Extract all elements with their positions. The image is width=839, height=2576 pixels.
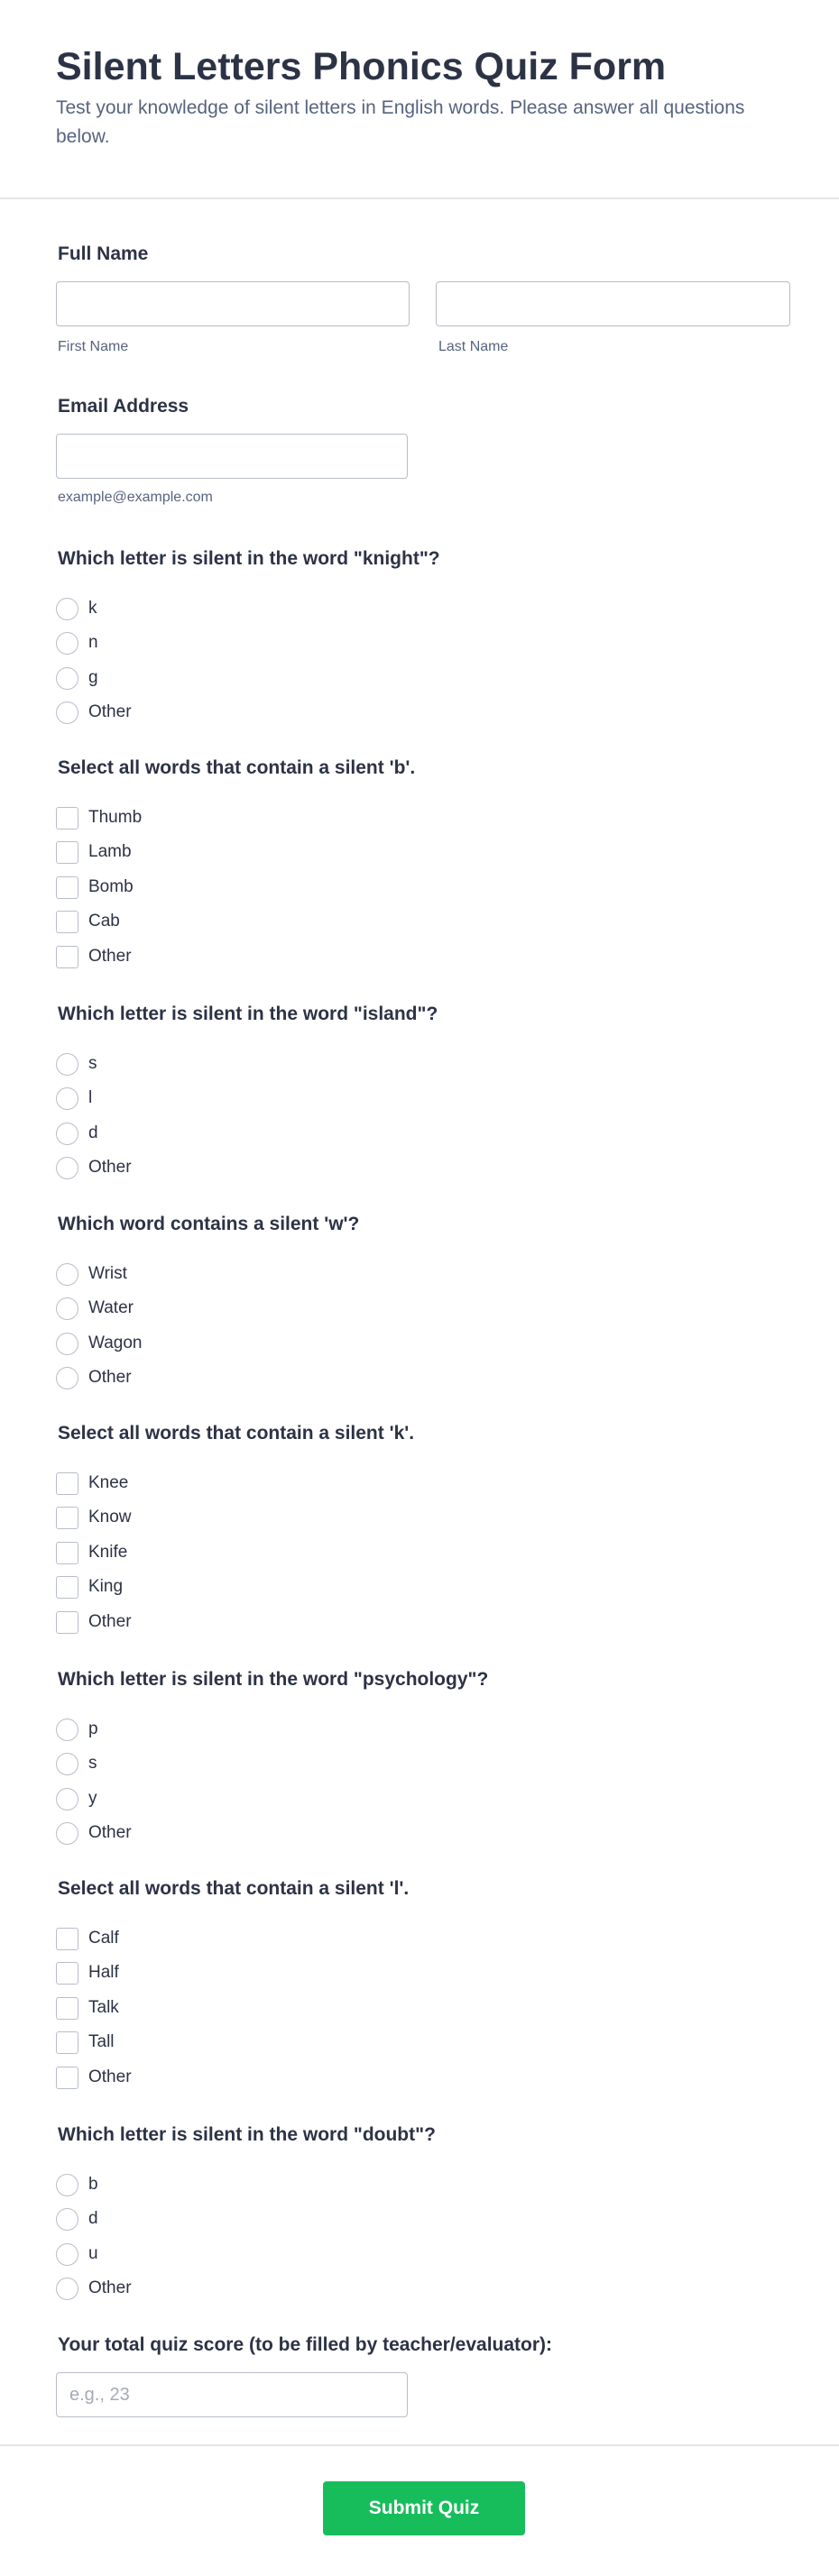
question-2-option[interactable] — [56, 945, 132, 968]
radio-button[interactable] — [56, 598, 78, 620]
radio-button[interactable] — [56, 1123, 78, 1145]
checkbox[interactable] — [56, 1542, 78, 1564]
question-4-option[interactable] — [56, 1262, 127, 1286]
option-label: Talk — [88, 1998, 119, 2017]
last-name-sublabel: Last Name — [438, 339, 509, 354]
question-1-option[interactable] — [56, 597, 97, 620]
email-input[interactable] — [56, 434, 408, 479]
option-label: k — [88, 599, 97, 618]
option-label: Other — [88, 2067, 132, 2086]
last-name-input[interactable] — [436, 281, 790, 326]
option-label: Cab — [88, 912, 120, 930]
full-name-label: Full Name — [58, 243, 149, 264]
question-4-option[interactable] — [56, 1332, 143, 1355]
option-label: Knife — [88, 1543, 128, 1562]
first-name-sublabel: First Name — [58, 339, 129, 354]
checkbox[interactable] — [56, 1997, 78, 2020]
question-7-option[interactable] — [56, 1996, 119, 2020]
option-label: Wagon — [88, 1334, 143, 1352]
checkbox[interactable] — [56, 1928, 78, 1950]
question-8-option[interactable] — [56, 2277, 132, 2300]
question-2-option[interactable] — [56, 840, 132, 864]
question-3-option[interactable] — [56, 1122, 98, 1145]
option-label: y — [88, 1789, 97, 1808]
option-label: Other — [88, 702, 132, 721]
option-label: p — [88, 1719, 98, 1738]
question-4-option[interactable] — [56, 1297, 134, 1320]
question-7-option[interactable] — [56, 1961, 119, 1985]
question-8-option[interactable] — [56, 2242, 98, 2266]
radio-button[interactable] — [56, 667, 78, 690]
checkbox[interactable] — [56, 1576, 78, 1599]
radio-button[interactable] — [56, 1333, 78, 1355]
form-title: Silent Letters Phonics Quiz Form — [56, 45, 667, 88]
question-5-option[interactable] — [56, 1541, 127, 1564]
checkbox[interactable] — [56, 946, 78, 968]
radio-button[interactable] — [56, 2278, 78, 2300]
option-label: u — [88, 2244, 98, 2263]
question-6-option[interactable] — [56, 1787, 97, 1811]
option-label: g — [88, 668, 98, 687]
option-label: Half — [88, 1963, 119, 1982]
question-3-option[interactable] — [56, 1156, 132, 1179]
option-label: Other — [88, 1158, 132, 1177]
option-label: Other — [88, 1368, 132, 1387]
question-7-option[interactable] — [56, 1927, 119, 1950]
question-4-option[interactable] — [56, 1366, 132, 1389]
question-8-label: Which letter is silent in the word "doubt"? — [58, 2124, 436, 2145]
question-2-option[interactable] — [56, 910, 120, 933]
question-6-label: Which letter is silent in the word "psychology"? — [58, 1669, 489, 1690]
option-label: Know — [88, 1508, 132, 1526]
form-header — [0, 0, 839, 199]
radio-button[interactable] — [56, 1297, 78, 1320]
score-input[interactable] — [56, 2372, 408, 2417]
option-label: Bomb — [88, 877, 134, 896]
radio-button[interactable] — [56, 2174, 78, 2196]
question-8-option[interactable] — [56, 2173, 98, 2196]
question-6-option[interactable] — [56, 1752, 97, 1775]
question-5-option[interactable] — [56, 1471, 128, 1495]
radio-button[interactable] — [56, 632, 78, 655]
question-8-option[interactable] — [56, 2207, 98, 2231]
checkbox[interactable] — [56, 876, 78, 899]
option-label: Other — [88, 1612, 132, 1631]
option-label: Wrist — [88, 1264, 127, 1283]
checkbox[interactable] — [56, 1962, 78, 1985]
option-label: Knee — [88, 1473, 129, 1492]
question-3-label: Which letter is silent in the word "island"? — [58, 1004, 438, 1024]
radio-button[interactable] — [56, 1719, 78, 1741]
radio-button[interactable] — [56, 1788, 78, 1811]
radio-button[interactable] — [56, 1263, 78, 1286]
form-footer — [0, 2444, 839, 2576]
option-label: l — [88, 1088, 93, 1107]
question-6-option[interactable] — [56, 1821, 132, 1845]
option-label: Calf — [88, 1929, 119, 1948]
question-2-option[interactable] — [56, 875, 134, 899]
option-label: n — [88, 633, 98, 652]
checkbox[interactable] — [56, 1611, 78, 1634]
question-2-option[interactable] — [56, 806, 142, 830]
question-5-option[interactable] — [56, 1575, 123, 1599]
question-3-option[interactable] — [56, 1052, 97, 1076]
option-label: s — [88, 1754, 97, 1773]
radio-button[interactable] — [56, 1753, 78, 1775]
question-6-option[interactable] — [56, 1718, 98, 1741]
radio-button[interactable] — [56, 1053, 78, 1076]
form-description: Test your knowledge of silent letters in English words. Please answer all questions below. — [56, 97, 745, 147]
question-1-option[interactable] — [56, 701, 132, 724]
question-3-option[interactable] — [56, 1086, 92, 1110]
radio-button[interactable] — [56, 1157, 78, 1179]
option-label: Other — [88, 947, 132, 966]
question-1-label: Which letter is silent in the word "knight"? — [58, 548, 440, 569]
checkbox[interactable] — [56, 2067, 78, 2089]
question-5-option[interactable] — [56, 1610, 132, 1634]
radio-button[interactable] — [56, 701, 78, 724]
email-sublabel: example@example.com — [58, 490, 213, 505]
question-1-option[interactable] — [56, 666, 98, 690]
question-4-label: Which word contains a silent 'w'? — [58, 1214, 360, 1234]
question-1-option[interactable] — [56, 631, 98, 655]
option-label: Other — [88, 2278, 132, 2297]
question-7-label: Select all words that contain a silent 'l'. — [58, 1878, 410, 1899]
option-label: d — [88, 1123, 98, 1142]
question-5-label: Select all words that contain a silent 'k'. — [58, 1423, 415, 1444]
submit-quiz-button[interactable]: Submit Quiz — [323, 2481, 525, 2535]
question-7-option[interactable] — [56, 2066, 132, 2089]
option-label: King — [88, 1577, 124, 1596]
first-name-input[interactable] — [56, 281, 410, 326]
option-label: Other — [88, 1823, 132, 1842]
option-label: Water — [88, 1298, 134, 1317]
radio-button[interactable] — [56, 1367, 78, 1389]
checkbox[interactable] — [56, 807, 78, 830]
question-5-option[interactable] — [56, 1506, 132, 1529]
radio-button[interactable] — [56, 1087, 78, 1110]
checkbox[interactable] — [56, 841, 78, 864]
question-7-option[interactable] — [56, 2031, 115, 2054]
radio-button[interactable] — [56, 1822, 78, 1845]
option-label: d — [88, 2209, 98, 2228]
option-label: b — [88, 2175, 98, 2194]
question-2-label: Select all words that contain a silent 'b'. — [58, 757, 416, 778]
checkbox[interactable] — [56, 2031, 78, 2054]
option-label: Lamb — [88, 842, 132, 861]
score-label: Your total quiz score (to be filled by teacher/evaluator): — [58, 2334, 553, 2355]
option-label: Thumb — [88, 808, 143, 827]
option-label: Tall — [88, 2032, 115, 2051]
checkbox[interactable] — [56, 911, 78, 933]
email-label: Email Address — [58, 396, 189, 417]
checkbox[interactable] — [56, 1472, 78, 1495]
checkbox[interactable] — [56, 1507, 78, 1529]
radio-button[interactable] — [56, 2208, 78, 2231]
radio-button[interactable] — [56, 2243, 78, 2266]
option-label: s — [88, 1054, 97, 1073]
